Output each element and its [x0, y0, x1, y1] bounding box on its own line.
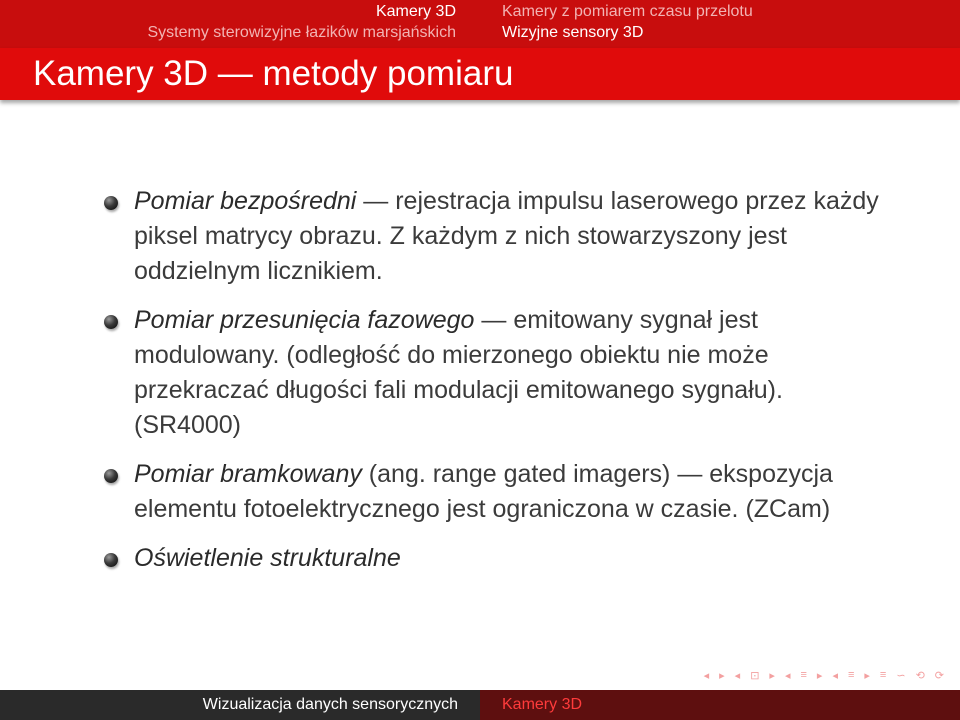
list-item	[0, 184, 960, 289]
nav-frame-back-icon[interactable]: ◂	[703, 669, 711, 682]
nav-subsection-back-icon[interactable]: ◂	[734, 669, 742, 682]
item-text: — emitowany sygnał jest modulowany. (odległość do mierzonego obiektu nie może przekraczać długości fali modulacji emitowanego sygnału). (SR4000)	[134, 306, 783, 439]
nav-subsection-forward-icon[interactable]: ▸	[769, 669, 776, 682]
bullet-icon	[104, 315, 118, 329]
nav-frame-forward-icon[interactable]: ▸	[719, 669, 726, 682]
nav-section-forward-icon[interactable]: ▸	[816, 669, 824, 682]
item-text: (ang. range gated imagers) — ekspozycja elementu fotoelektrycznego jest ograniczona w czasie. (ZCam)	[134, 460, 833, 523]
nav-subsection-right[interactable]: Wizyjne sensory 3D	[502, 24, 644, 41]
nav-search-icon[interactable]: ∽	[896, 669, 907, 682]
nav-slide-icon[interactable]: ⊡	[750, 669, 761, 682]
item-term: Oświetlenie strukturalne	[134, 544, 401, 572]
nav-back-icon[interactable]: ⟲	[915, 669, 926, 682]
list-item	[0, 303, 960, 443]
nav-doc-back-icon[interactable]: ◂	[832, 669, 839, 682]
nav-doc-forward-icon[interactable]: ▸	[864, 669, 871, 682]
header-right	[480, 0, 960, 48]
item-term: Pomiar przesunięcia fazowego	[134, 306, 475, 334]
header-navigation	[0, 0, 960, 48]
nav-subsection-left[interactable]: Systemy sterowizyjne łazików marsjańskich	[147, 24, 456, 41]
nav-appendix-icon[interactable]: ≡	[879, 669, 888, 681]
bullet-list	[0, 184, 960, 590]
nav-doc-icon[interactable]: ≡	[847, 669, 856, 681]
nav-forward-icon[interactable]: ⟳	[934, 669, 945, 682]
frame-title: Kamery 3D — metody pomiaru	[33, 54, 514, 93]
item-term: Pomiar bramkowany	[134, 460, 362, 488]
item-term: Pomiar bezpośredni	[134, 187, 357, 215]
bullet-icon	[104, 553, 118, 567]
bullet-icon	[104, 469, 118, 483]
header-left	[0, 0, 480, 48]
footer	[0, 690, 960, 720]
item-text: — rejestracja impulsu laserowego przez każdy piksel matrycy obrazu. Z każdym z nich stowarzyszony jest oddzielnym licznikiem.	[134, 187, 879, 285]
nav-section-back-icon[interactable]: ◂	[784, 669, 792, 682]
list-item	[0, 541, 960, 576]
bullet-icon	[104, 196, 118, 210]
nav-section-left[interactable]: Kamery 3D	[375, 3, 456, 20]
footer-title: Kamery 3D	[502, 696, 583, 713]
frame-title-bar	[0, 48, 960, 100]
nav-section-right[interactable]: Kamery z pomiarem czasu przelotu	[502, 3, 753, 20]
footer-right	[480, 690, 960, 720]
footer-left	[0, 690, 480, 720]
list-item	[0, 457, 960, 527]
navigation-symbols	[704, 667, 945, 683]
footer-author: Wizualizacja danych sensorycznych	[202, 696, 458, 713]
nav-section-icon[interactable]: ≡	[800, 669, 808, 681]
